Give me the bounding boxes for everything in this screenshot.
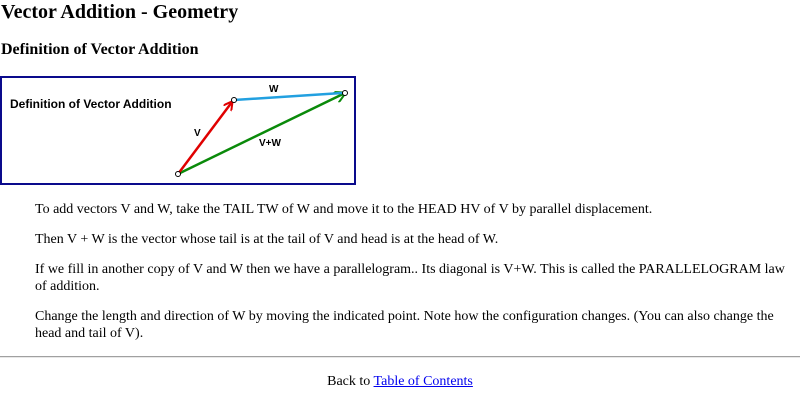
page-subtitle: Definition of Vector Addition bbox=[1, 41, 199, 58]
head-w-handle[interactable] bbox=[343, 91, 348, 96]
head-v-handle[interactable] bbox=[232, 98, 237, 103]
horizontal-divider bbox=[0, 356, 800, 358]
applet-title: Definition of Vector Addition bbox=[10, 97, 172, 111]
label-v-plus-w: V+W bbox=[259, 138, 281, 149]
vector-w bbox=[234, 93, 342, 100]
vector-applet[interactable] bbox=[0, 76, 356, 185]
footer-prefix: Back to bbox=[327, 374, 374, 389]
table-of-contents-link[interactable]: Table of Contents bbox=[373, 374, 473, 389]
paragraph: To add vectors V and W, take the TAIL TW of W and move it to the HEAD HV of V by parallel displacement. bbox=[35, 202, 653, 217]
paragraph: Then V + W is the vector whose tail is at the tail of V and head is at the head of W. bbox=[35, 232, 499, 247]
vector-diagram bbox=[2, 78, 354, 183]
tail-v-handle[interactable] bbox=[176, 172, 181, 177]
label-w: W bbox=[269, 84, 279, 95]
paragraph: Change the length and direction of W by moving the indicated point. Note how the configuration changes. (You can also change the head and tail of V). bbox=[35, 309, 774, 341]
paragraph: If we fill in another copy of V and W then we have a parallelogram.. Its diagonal is V+W. This is called the PARALLELOGRAM law of addition. bbox=[35, 262, 785, 294]
vector-v-plus-w bbox=[178, 93, 345, 174]
label-v: V bbox=[194, 128, 201, 139]
page-title: Vector Addition - Geometry bbox=[1, 1, 239, 23]
vector-v bbox=[178, 102, 232, 174]
explanation-text bbox=[35, 201, 785, 355]
footer bbox=[0, 373, 800, 390]
